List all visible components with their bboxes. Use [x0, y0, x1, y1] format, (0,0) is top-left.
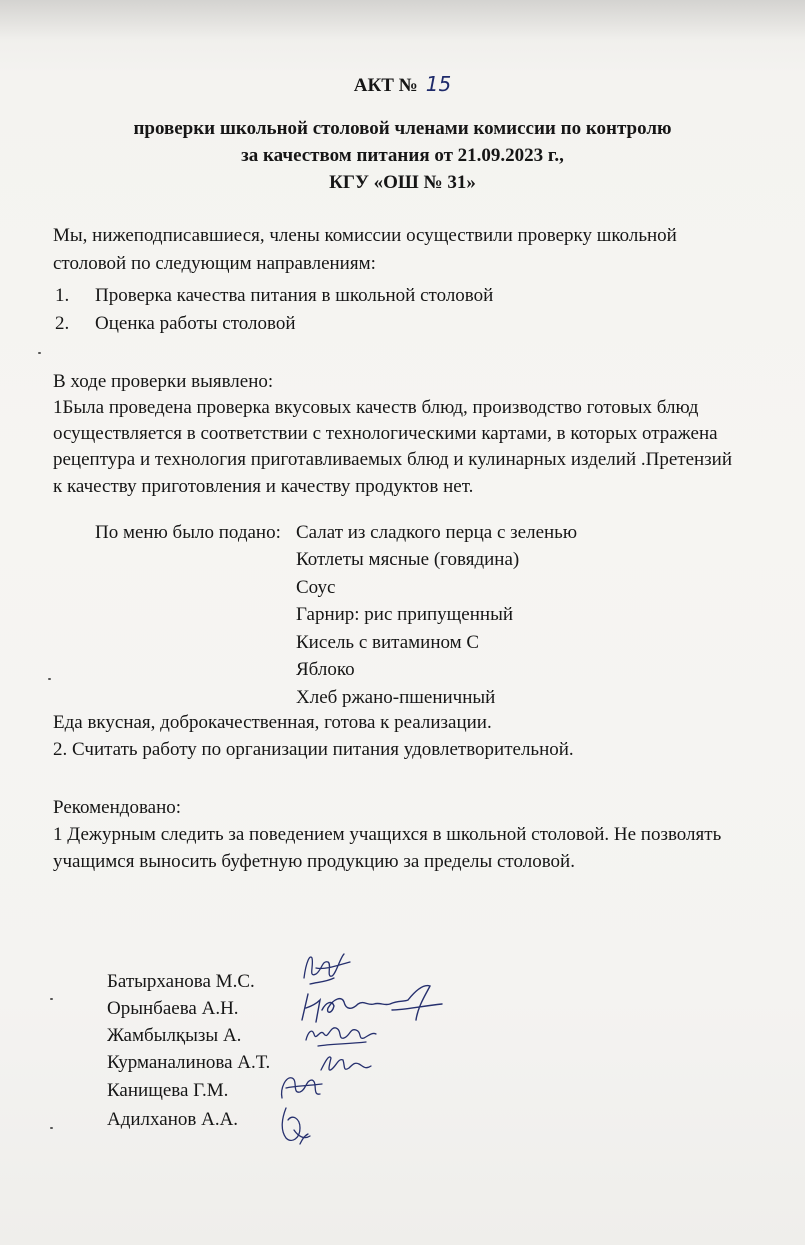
list-item-number: 2.	[55, 313, 70, 334]
menu-item: Котлеты мясные (говядина)	[296, 549, 520, 570]
scan-speck	[50, 998, 53, 1000]
recommendations-line: учащимся выносить буфетную продукцию за пределы столовой.	[53, 851, 575, 872]
act-label: АКТ №	[353, 75, 418, 96]
signatory-name: Адилханов А.А.	[107, 1109, 239, 1130]
signatory-name: Жамбылқызы А.	[107, 1025, 242, 1046]
scan-shadow	[0, 0, 805, 40]
menu-item: Яблоко	[296, 659, 355, 680]
signatory-name: Курманалинова А.Т.	[107, 1052, 271, 1073]
list-item-number: 1.	[55, 285, 70, 306]
menu-item: Гарнир: рис припущенный	[296, 604, 513, 625]
menu-item: Хлеб ржано-пшеничный	[296, 687, 496, 708]
intro-line: Мы, нижеподписавшиеся, члены комиссии осуществили проверку школьной	[53, 225, 677, 246]
findings-line: осуществляется в соответствии с технологическими картами, в которых отражена	[53, 423, 718, 444]
findings-heading: В ходе проверки выявлено:	[53, 371, 274, 392]
scan-speck	[50, 1127, 53, 1129]
subtitle-line: проверки школьной столовой членами комиссии по контролю	[133, 118, 672, 139]
subtitle-line: КГУ «ОШ № 31»	[329, 172, 476, 193]
scan-speck	[38, 352, 41, 354]
findings-line: 1Была проведена проверка вкусовых качеств блюд, производство готовых блюд	[53, 397, 699, 418]
findings-line: к качеству приготовления и качеству продуктов нет.	[53, 476, 474, 497]
recommendations-line: 1 Дежурным следить за поведением учащихся в школьной столовой. Не позволять	[53, 824, 722, 845]
conclusion-line: 2. Считать работу по организации питания удовлетворительной.	[53, 739, 574, 760]
menu-item: Кисель с витамином С	[296, 632, 480, 653]
recommendations-heading: Рекомендовано:	[53, 797, 182, 818]
signatory-name: Канищева Г.М.	[107, 1080, 229, 1101]
menu-item: Салат из сладкого перца с зеленью	[296, 522, 578, 543]
act-subtitle	[0, 115, 805, 196]
intro-line: столовой по следующим направлениям:	[53, 253, 376, 274]
menu-label: По меню было подано:	[95, 522, 281, 543]
signature-6	[270, 1100, 320, 1150]
signatory-name: Орынбаева А.Н.	[107, 998, 239, 1019]
act-number-handwritten: 15	[425, 72, 452, 96]
signatory-name: Батырханова М.С.	[107, 971, 255, 992]
findings-line: рецептура и технология приготавливаемых блюд и кулинарных изделий .Претензий	[53, 449, 733, 470]
subtitle-line: за качеством питания от 21.09.2023 г.,	[241, 145, 564, 166]
list-item-text: Проверка качества питания в школьной столовой	[95, 285, 494, 306]
list-item-text: Оценка работы столовой	[95, 313, 296, 334]
act-title	[0, 72, 805, 97]
scan-speck	[48, 678, 51, 680]
conclusion-line: Еда вкусная, доброкачественная, готова к реализации.	[53, 712, 492, 733]
menu-item: Соус	[296, 577, 336, 598]
